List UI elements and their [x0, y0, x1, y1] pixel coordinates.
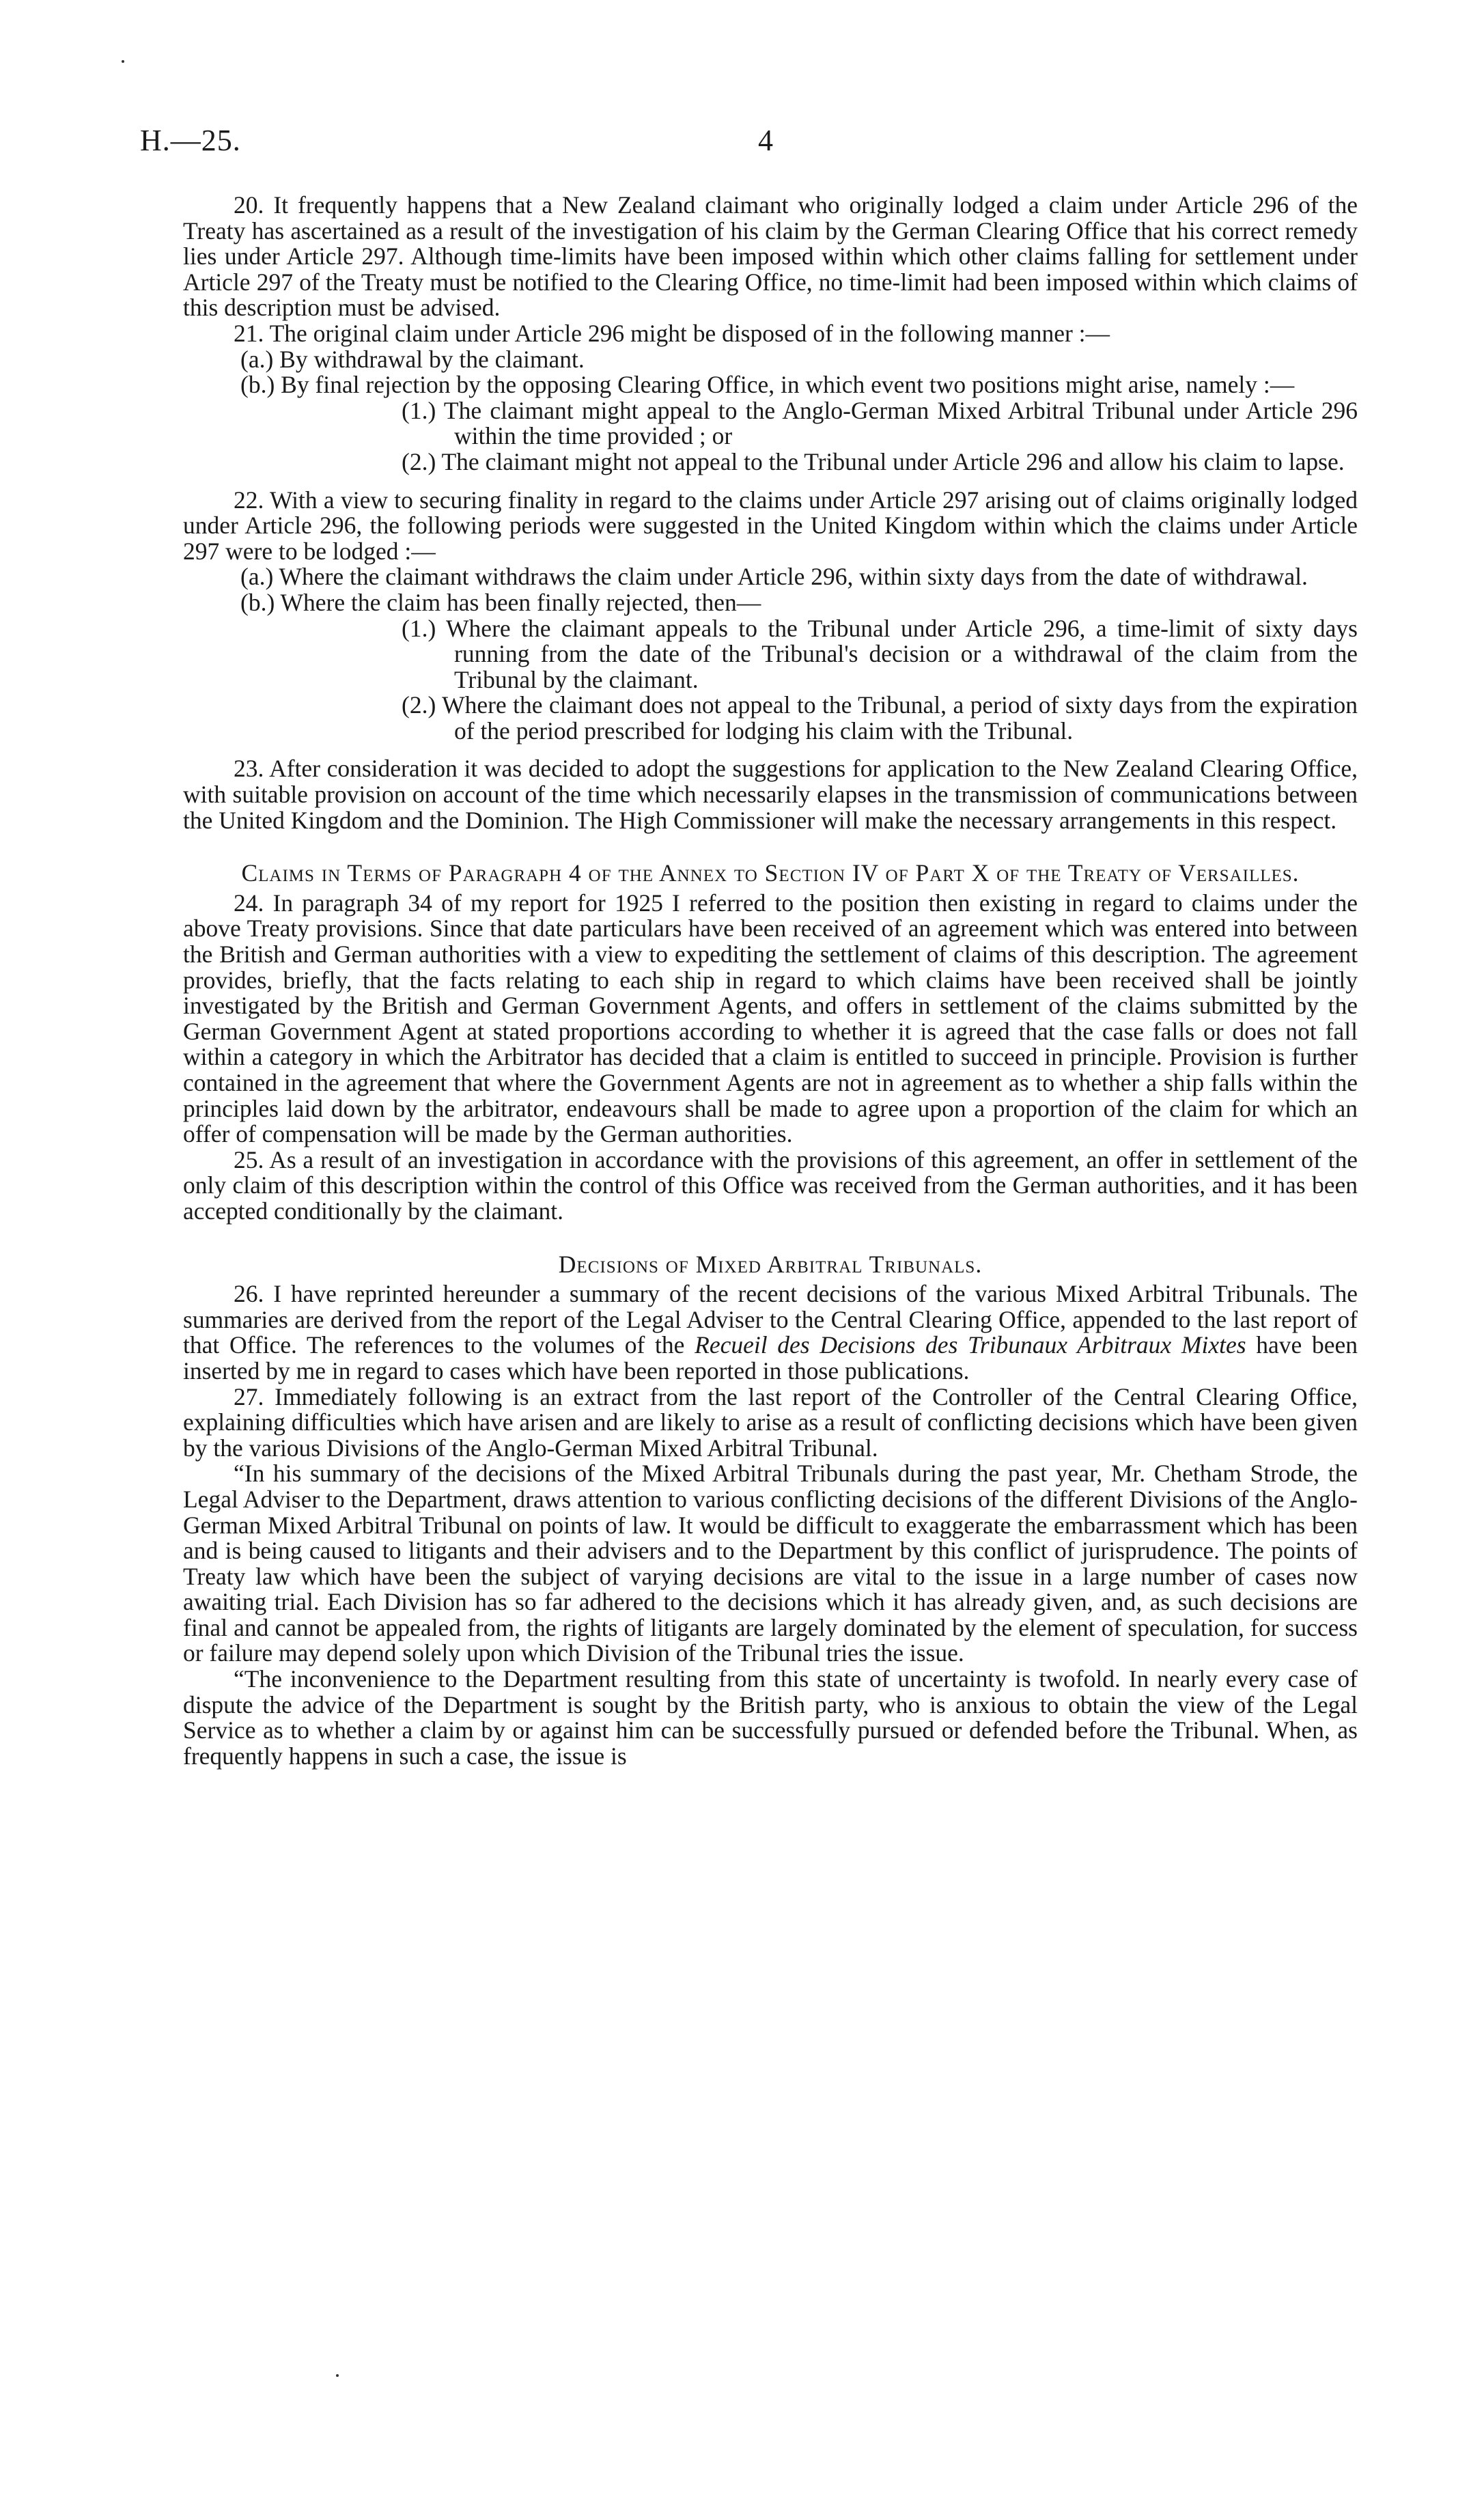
list-item-21a: (a.) By withdrawal by the claimant.	[240, 345, 585, 373]
paragraph-22: 22. With a view to securing finality in regard to the claims under Article 297 arising out of claims originally lodged under Article 296, the following periods were suggested in the United Kingdom within which the claims under Article 297 were to be lodged :—	[183, 486, 1358, 565]
list-item-21b2: (2.) The claimant might not appeal to the Tribunal under Article 296 and allow his claim to lapse.	[402, 447, 1345, 475]
paragraph-26-text-a: 26. I have reprinted hereunder a summary of the recent decisions of the various Mixed Arbitral Tribunals. The summaries are derived from the report of the Legal Adviser to the Central Clearing Office, appended to the last report of that Office. The references to the volumes of the	[183, 1280, 1358, 1359]
page-number: 4	[758, 124, 773, 157]
paragraph-24: 24. In paragraph 34 of my report for 1925 I referred to the position then existing in regard to claims under the above Treaty provisions. Since that date particulars have been received of an agreement which was entered into between the British and German authorities with a view to expediting the settlement of claims of this description. The agreement provides, briefly, that the facts relating to each ship in regard to which claims have been received shall be jointly investigated by the British and German Government Agents, and offers in settlement of the claims submitted by the German Government Agent at stated proportions according to whether it is agreed that the case falls or does not fall within a category in which the Arbitrator has decided that a claim is entitled to succeed in principle. Provision is further contained in the agreement that where the Government Agents are not in agreement as to whether a ship falls within the principles laid down by the arbitrator, endeavours shall be made to agree upon a proportion of the claim for which an offer of compensation will be made by the German authorities.	[183, 889, 1358, 1148]
list-item-21b: (b.) By final rejection by the opposing Clearing Office, in which event two positions might arise, namely :—	[240, 371, 1295, 399]
section-heading-decisions: Decisions of Mixed Arbitral Tribunals.	[558, 1250, 983, 1278]
recueil-title: Recueil des Decisions des Tribunaux Arbitraux Mixtes	[695, 1331, 1246, 1359]
document-body	[183, 193, 1358, 1769]
scan-speck	[122, 60, 124, 63]
document-reference: H.—25.	[140, 124, 241, 157]
quotation-paragraph-2: “The inconvenience to the Department resulting from this state of uncertainty is twofold. In nearly every case of dispute the advice of the Department is sought by the British party, who is anxious to obtain the view of the Legal Service as to whether a claim by or against him can be successfully pursued or defended before the Tribunal. When, as frequently happens in such a case, the issue is	[183, 1665, 1358, 1770]
section-heading-claims: Claims in Terms of Paragraph 4 of the Annex to Section IV of Part X of the Treaty of Versailles.	[241, 859, 1300, 887]
list-item-22b: (b.) Where the claim has been finally rejected, then—	[240, 588, 761, 616]
list-item-21b1: (1.) The claimant might appeal to the Anglo-German Mixed Arbitral Tribunal under Article 296 within the time provided ; or	[402, 396, 1358, 450]
scan-speck	[336, 2374, 339, 2377]
paragraph-26-text-b: have been inserted by me in regard to cases which have been reported in those publications.	[183, 1331, 1358, 1384]
paragraph-25: 25. As a result of an investigation in accordance with the provisions of this agreement, an offer in settlement of the only claim of this description within the control of this Office was received from the German authorities, and it has been accepted conditionally by the claimant.	[183, 1145, 1358, 1225]
list-item-22b2: (2.) Where the claimant does not appeal to the Tribunal, a period of sixty days from the expiration of the period prescribed for lodging his claim with the Tribunal.	[402, 691, 1358, 744]
paragraph-20: 20. It frequently happens that a New Zealand claimant who originally lodged a claim under Article 296 of the Treaty has ascertained as a result of the investigation of his claim by the German Clearing Office that his correct remedy lies under Article 297. Although time-limits have been imposed within which other claims falling for settlement under Article 297 of the Treaty must be notified to the Clearing Office, no time-limit had been imposed within which claims of this description must be advised.	[183, 191, 1358, 322]
paragraph-23: 23. After consideration it was decided to adopt the suggestions for application to the New Zealand Clearing Office, with suitable provision on account of the time which necessarily elapses in the transmission of communications between the United Kingdom and the Dominion. The High Commissioner will make the necessary arrangements in this respect.	[183, 755, 1358, 834]
paragraph-27: 27. Immediately following is an extract from the last report of the Controller of the Central Clearing Office, explaining difficulties which have arisen and are likely to arise as a result of conflicting decisions which have been given by the various Divisions of the Anglo-German Mixed Arbitral Tribunal.	[183, 1382, 1358, 1462]
paragraph-26	[183, 1281, 1358, 1384]
paragraph-21: 21. The original claim under Article 296 might be disposed of in the following manner :—	[234, 319, 1110, 347]
list-item-22a: (a.) Where the claimant withdraws the claim under Article 296, within sixty days from the date of withdrawal.	[240, 563, 1308, 591]
list-item-22b1: (1.) Where the claimant appeals to the Tribunal under Article 296, a time-limit of sixty days running from the date of the Tribunal's decision or a withdrawal of the claim from the Tribunal by the claimant.	[402, 614, 1358, 693]
quotation-paragraph-1: “In his summary of the decisions of the Mixed Arbitral Tribunals during the past year, Mr. Chetham Strode, the Legal Adviser to the Department, draws attention to various conflicting decisions of the different Divisions of the Anglo-German Mixed Arbitral Tribunal on points of law. It would be difficult to exaggerate the embarrassment which has been and is being caused to litigants and their advisers and to the Department by this conflict of jurisprudence. The points of Treaty law which have been the subject of varying decisions are vital to the issue in a large number of cases now awaiting trial. Each Division has so far adhered to the decisions which it has already given, and, as such decisions are final and cannot be appealed from, the rights of litigants are largely dominated by the element of speculation, for success or failure may depend solely upon which Division of the Tribunal tries the issue.	[183, 1460, 1358, 1667]
